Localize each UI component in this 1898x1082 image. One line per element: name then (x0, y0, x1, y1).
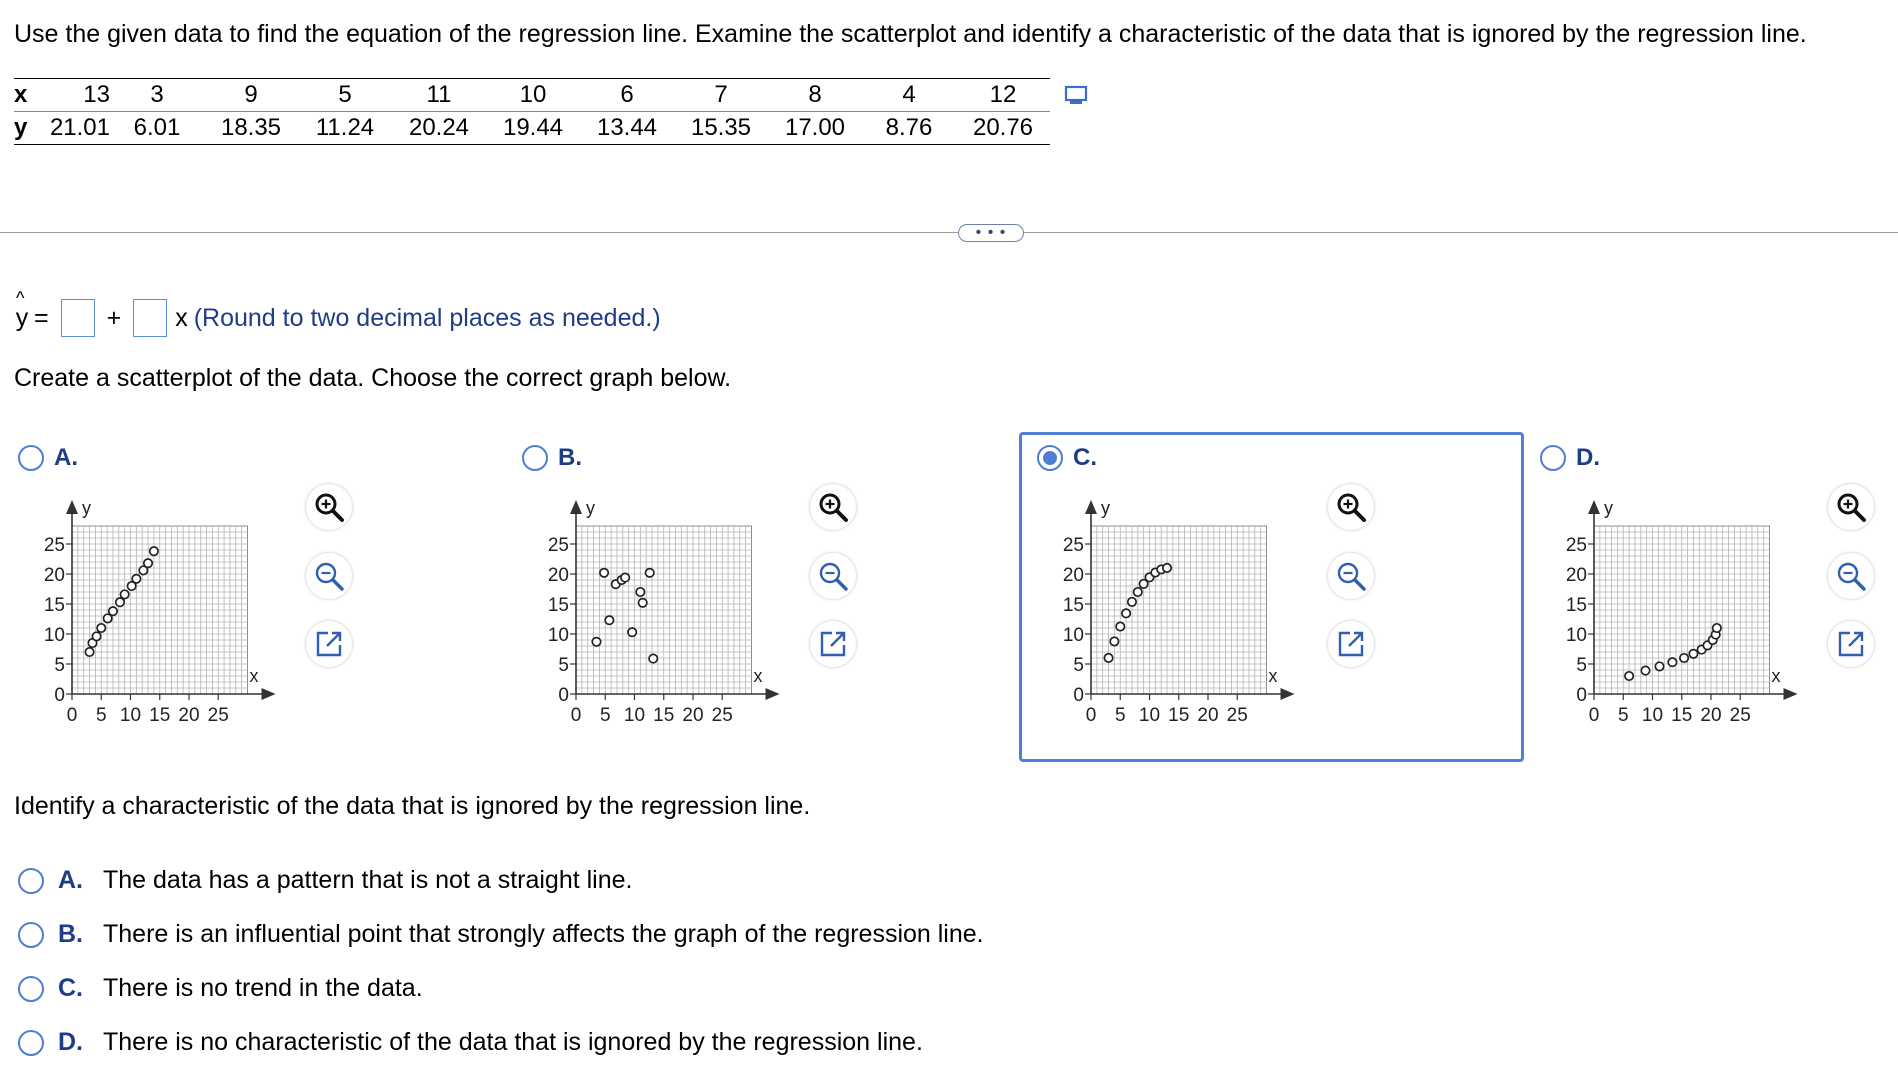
x-tick-label: 20 (1197, 705, 1219, 726)
x-axis-label: x (753, 666, 763, 686)
x-header: x (14, 79, 36, 112)
data-point (1713, 624, 1721, 632)
graph-option-d[interactable] (1522, 432, 1898, 762)
y-axis-label: y (82, 498, 91, 518)
radio-button[interactable] (18, 445, 44, 471)
data-point (592, 638, 600, 646)
x-axis-label: x (1771, 666, 1781, 686)
copy-data-icon[interactable] (1064, 84, 1090, 106)
data-point (1128, 598, 1136, 606)
x-tick-label: 5 (1114, 705, 1126, 726)
question-text: Use the given data to find the equation of the regression line. Examine the scatterplot and identify a characteristic of the data that is ignored by the regression line. (14, 20, 1807, 48)
y-tick-label: 25 (1062, 535, 1084, 556)
y-tick-label: 5 (558, 655, 569, 676)
y-cell: 8.76 (862, 112, 956, 145)
data-point (116, 598, 124, 606)
choice-letter: C. (58, 974, 83, 1002)
y-tick-label: 20 (547, 565, 569, 586)
y-tick-label: 10 (43, 625, 65, 646)
x-tick-label: 5 (599, 705, 611, 726)
y-tick-label: 0 (1576, 685, 1587, 706)
graph-option-label[interactable] (1037, 444, 1097, 472)
y-tick-label: 10 (547, 625, 569, 646)
data-point (638, 599, 646, 607)
x-tick-label: 5 (95, 705, 107, 726)
radio-button[interactable] (522, 445, 548, 471)
section-divider (0, 232, 1898, 233)
zoom-out-icon[interactable] (1328, 553, 1374, 599)
zoom-in-icon[interactable] (810, 484, 856, 530)
plot-grid (72, 526, 248, 694)
data-point (92, 632, 100, 640)
x-tick-label: 25 (207, 705, 229, 726)
data-point (1668, 658, 1676, 666)
x-cell: 6 (580, 79, 674, 112)
y-tick-label: 20 (1062, 565, 1084, 586)
data-point (144, 559, 152, 567)
more-button[interactable]: • • • (958, 224, 1024, 242)
pop-out-icon[interactable] (810, 621, 856, 667)
y-cell: 6.01 (110, 112, 204, 145)
x-tick-label: 25 (1729, 705, 1751, 726)
choice-letter: A. (58, 866, 83, 894)
y-cell: 17.00 (768, 112, 862, 145)
y-tick-label: 25 (547, 535, 569, 556)
data-point (646, 569, 654, 577)
y-row (14, 112, 1050, 145)
y-axis-label: y (586, 498, 595, 518)
x-axis-label: x (1268, 666, 1278, 686)
choice-c[interactable] (18, 974, 423, 1003)
x-tick-label: 15 (1671, 705, 1693, 726)
x-tick-label: 10 (623, 705, 646, 726)
y-tick-label: 5 (1576, 655, 1587, 676)
scatterplot-a (0, 482, 320, 742)
data-point (97, 624, 105, 632)
x-tick-label: 20 (1700, 705, 1722, 726)
zoom-in-icon[interactable] (1328, 484, 1374, 530)
choice-a[interactable] (18, 866, 633, 895)
y-tick-label: 15 (1565, 595, 1587, 616)
graph-option-letter: A. (54, 444, 78, 471)
data-point (649, 654, 657, 662)
slope-input[interactable] (133, 299, 167, 337)
y-tick-label: 20 (43, 565, 65, 586)
zoom-in-icon[interactable] (306, 484, 352, 530)
scatterplot-d (1522, 482, 1842, 742)
y-tick-label: 0 (54, 685, 65, 706)
graph-option-c[interactable] (1019, 432, 1524, 762)
x-axis-label: x (249, 666, 259, 686)
data-point (132, 575, 140, 583)
choice-text: There is an influential point that strongly affects the graph of the regression line. (103, 920, 984, 948)
x-tick-label: 5 (1617, 705, 1629, 726)
graph-option-label[interactable] (522, 444, 582, 472)
y-cell: 11.24 (298, 112, 392, 145)
data-point (605, 616, 613, 624)
scatterplot-instruction: Create a scatterplot of the data. Choose the correct graph below. (14, 364, 732, 392)
choice-text: The data has a pattern that is not a straight line. (103, 866, 633, 894)
equals-sign: = (34, 303, 49, 332)
data-point (1655, 662, 1663, 670)
y-cell: 13.44 (580, 112, 674, 145)
data-point (621, 573, 629, 581)
x-variable: x (175, 303, 188, 332)
x-tick-label: 0 (1085, 705, 1097, 726)
choice-d[interactable] (18, 1028, 923, 1057)
data-point (1110, 637, 1118, 645)
radio-button[interactable] (1540, 445, 1566, 471)
radio-button[interactable] (1037, 445, 1063, 471)
data-point (1116, 622, 1124, 630)
zoom-out-icon[interactable] (306, 553, 352, 599)
y-cell: 20.76 (956, 112, 1050, 145)
y-cell: 20.24 (392, 112, 486, 145)
y-tick-label: 5 (1073, 655, 1084, 676)
choice-letter: B. (58, 920, 83, 948)
x-tick-label: 25 (711, 705, 733, 726)
x-cell: 10 (486, 79, 580, 112)
data-point (1134, 588, 1142, 596)
y-hat (14, 287, 30, 333)
plot-grid (576, 526, 752, 694)
x-cell: 5 (298, 79, 392, 112)
x-cell: 12 (956, 79, 1050, 112)
x-tick-label: 25 (1226, 705, 1248, 726)
x-tick-label: 10 (1138, 705, 1161, 726)
x-tick-label: 15 (149, 705, 171, 726)
x-tick-label: 10 (119, 705, 142, 726)
y-axis-label: y (1101, 498, 1110, 518)
graph-option-letter: D. (1576, 444, 1600, 471)
y-cell: 18.35 (204, 112, 298, 145)
zoom-out-icon[interactable] (1828, 553, 1874, 599)
data-point (1680, 654, 1688, 662)
data-table (14, 78, 1050, 145)
graph-option-letter: C. (1073, 444, 1097, 471)
x-cell: 8 (768, 79, 862, 112)
pop-out-icon[interactable] (1328, 621, 1374, 667)
data-point (109, 607, 117, 615)
x-tick-label: 10 (1641, 705, 1664, 726)
data-point (1122, 609, 1130, 617)
y-cell: 19.44 (486, 112, 580, 145)
equation-row (14, 287, 661, 338)
y-tick-label: 25 (43, 535, 65, 556)
data-point (636, 588, 644, 596)
pop-out-icon[interactable] (1828, 621, 1874, 667)
choice-text: There is no trend in the data. (103, 974, 423, 1002)
y-tick-label: 15 (547, 595, 569, 616)
intercept-input[interactable] (61, 299, 95, 337)
y-hat-letter: y (15, 303, 29, 332)
data-point (85, 648, 93, 656)
y-header: y (14, 112, 36, 145)
radio-button[interactable] (18, 1030, 44, 1056)
y-axis-label: y (1604, 498, 1613, 518)
x-tick-label: 15 (1168, 705, 1190, 726)
choice-text: There is no characteristic of the data that is ignored by the regression line. (103, 1028, 923, 1056)
zoom-in-icon[interactable] (1828, 484, 1874, 530)
radio-button[interactable] (18, 976, 44, 1002)
graph-option-label[interactable] (1540, 444, 1600, 472)
scatterplot-c (1019, 482, 1339, 742)
data-point (120, 590, 128, 598)
x-tick-label: 20 (178, 705, 200, 726)
x-cell: 7 (674, 79, 768, 112)
data-point (628, 628, 636, 636)
y-cell: 21.01 (36, 112, 110, 145)
pop-out-icon[interactable] (306, 621, 352, 667)
x-row (14, 79, 1050, 112)
plot-grid (1091, 526, 1267, 694)
x-cell: 9 (204, 79, 298, 112)
zoom-out-icon[interactable] (810, 553, 856, 599)
characteristic-question: Identify a characteristic of the data that is ignored by the regression line. (14, 792, 811, 820)
data-point (150, 547, 158, 555)
x-tick-label: 20 (682, 705, 704, 726)
data-point (600, 569, 608, 577)
y-tick-label: 10 (1565, 625, 1587, 646)
plus-sign: + (106, 303, 122, 332)
y-cell: 15.35 (674, 112, 768, 145)
x-tick-label: 0 (1588, 705, 1600, 726)
data-point (1104, 654, 1112, 662)
y-tick-label: 15 (43, 595, 65, 616)
x-cell: 4 (862, 79, 956, 112)
x-cell: 11 (392, 79, 486, 112)
y-tick-label: 5 (54, 655, 65, 676)
choice-letter: D. (58, 1028, 83, 1056)
x-cell: 3 (110, 79, 204, 112)
y-tick-label: 20 (1565, 565, 1587, 586)
radio-button[interactable] (18, 868, 44, 894)
hat-symbol: ^ (16, 287, 25, 308)
x-tick-label: 0 (570, 705, 582, 726)
y-tick-label: 15 (1062, 595, 1084, 616)
graph-option-b[interactable] (504, 432, 1009, 762)
data-point (1163, 564, 1171, 572)
plot-grid (1594, 526, 1770, 694)
choice-b[interactable] (18, 920, 984, 949)
graph-option-a[interactable] (0, 432, 505, 762)
graph-option-letter: B. (558, 444, 582, 471)
x-tick-label: 15 (653, 705, 675, 726)
scatterplot-b (504, 482, 824, 742)
y-tick-label: 10 (1062, 625, 1084, 646)
radio-button[interactable] (18, 922, 44, 948)
data-point (1625, 672, 1633, 680)
x-tick-label: 0 (66, 705, 78, 726)
y-tick-label: 25 (1565, 535, 1587, 556)
y-tick-label: 0 (1073, 685, 1084, 706)
data-point (1689, 650, 1697, 658)
data-point (1641, 666, 1649, 674)
y-tick-label: 0 (558, 685, 569, 706)
rounding-note: (Round to two decimal places as needed.) (193, 303, 661, 332)
graph-option-label[interactable] (18, 444, 78, 472)
x-cell: 13 (36, 79, 110, 112)
